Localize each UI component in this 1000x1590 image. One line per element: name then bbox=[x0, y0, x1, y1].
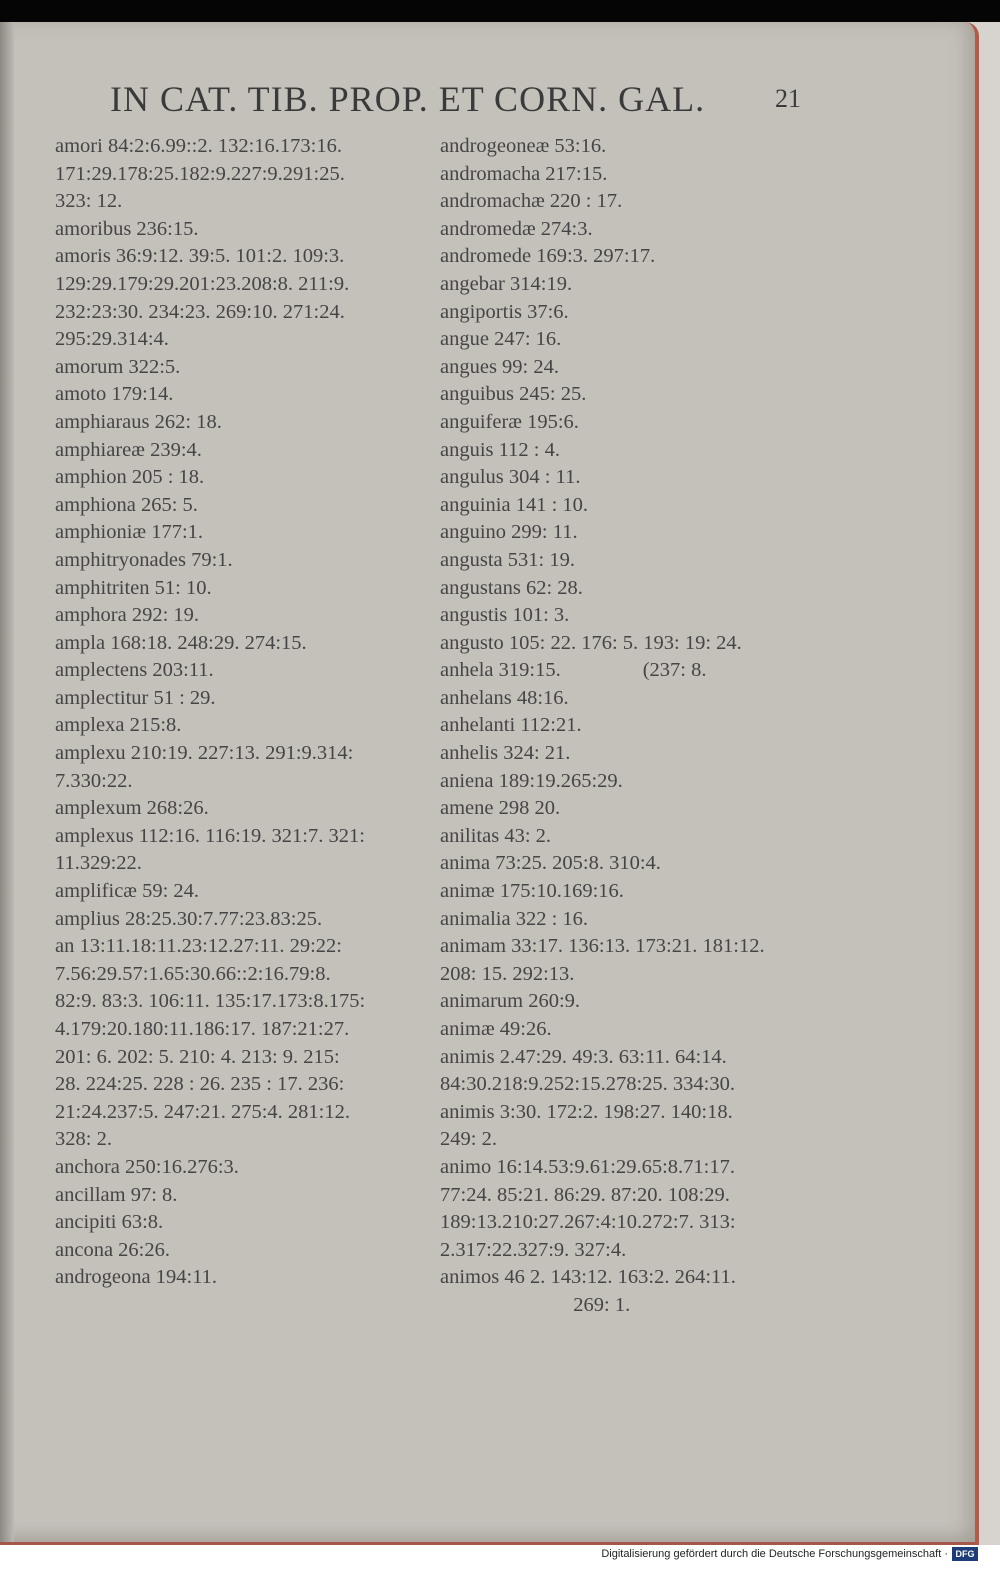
index-entry: angebar 314:19. bbox=[440, 272, 573, 295]
index-entry: 269: 1. bbox=[440, 1293, 631, 1316]
index-entry: anhelis 324: 21. bbox=[440, 742, 571, 765]
index-entry: androgeona 194:11. bbox=[55, 1266, 218, 1289]
index-entry: amplexa 215:8. bbox=[55, 714, 182, 737]
index-entry: an 13:11.18:11.23:12.27:11. 29:22: bbox=[55, 935, 342, 958]
index-entry: amphitriten 51: 10. bbox=[55, 576, 212, 599]
index-entry: amphion 205 : 18. bbox=[55, 466, 205, 489]
index-entry: amplius 28:25.30:7.77:23.83:25. bbox=[55, 907, 323, 930]
index-entry: amoto 179:14. bbox=[55, 383, 174, 406]
index-entry: animæ 175:10.169:16. bbox=[440, 880, 624, 903]
index-entry: angue 247: 16. bbox=[440, 328, 562, 351]
index-entry: 4.179:20.180:11.186:17. 187:21:27. bbox=[55, 1018, 350, 1040]
index-entry: andromacha 217:15. bbox=[440, 162, 608, 185]
index-entry: 208: 15. 292:13. bbox=[440, 962, 575, 985]
index-entry: angustans 62: 28. bbox=[440, 576, 583, 599]
page-gutter bbox=[0, 22, 14, 1542]
index-entry: angiportis 37:6. bbox=[440, 300, 569, 323]
index-entry: 189:13.210:27.267:4:10.272:7. 313: bbox=[440, 1211, 736, 1234]
index-entry: anguibus 245: 25. bbox=[440, 383, 587, 406]
index-entry: angulus 304 : 11. bbox=[440, 466, 581, 489]
index-entry: 129:29.179:29.201:23.208:8. 211:9. bbox=[55, 272, 350, 295]
index-entry: anhelanti 112:21. bbox=[440, 714, 582, 737]
page-number: 21 bbox=[775, 84, 801, 113]
index-entry: 7.330:22. bbox=[55, 769, 133, 792]
index-entry: anhela 319:15. (237: 8. bbox=[440, 659, 707, 682]
index-column-left bbox=[55, 133, 455, 1292]
index-entry: andromedæ 274:3. bbox=[440, 217, 593, 240]
index-entry: 77:24. 85:21. 86:29. 87:20. 108:29. bbox=[440, 1183, 730, 1206]
index-entry: animis 3:30. 172:2. 198:27. 140:18. bbox=[440, 1100, 733, 1123]
index-entry: amplectitur 51 : 29. bbox=[55, 686, 216, 709]
index-entry: 84:30.218:9.252:15.278:25. 334:30. bbox=[440, 1073, 735, 1096]
index-entry: anhelans 48:16. bbox=[440, 686, 569, 709]
index-entry: amplexus 112:16. 116:19. 321:7. 321: bbox=[55, 824, 365, 847]
index-entry: anima 73:25. 205:8. 310:4. bbox=[440, 852, 661, 875]
index-entry: 82:9. 83:3. 106:11. 135:17.173:8.175: bbox=[55, 990, 366, 1013]
index-entry: amphioniæ 177:1. bbox=[55, 521, 204, 544]
index-entry: anchora 250:16.276:3. bbox=[55, 1155, 239, 1178]
index-entry: 2.317:22.327:9. 327:4. bbox=[440, 1238, 627, 1261]
index-entry: 21:24.237:5. 247:21. 275:4. 281:12. bbox=[55, 1100, 350, 1123]
index-entry: 249: 2. bbox=[440, 1128, 497, 1151]
index-entry: amplexum 268:26. bbox=[55, 797, 209, 820]
index-entry: 323: 12. bbox=[55, 190, 123, 213]
index-entry: angues 99: 24. bbox=[440, 355, 559, 378]
index-entry: 295:29.314:4. bbox=[55, 328, 169, 351]
index-entry: ampla 168:18. 248:29. 274:15. bbox=[55, 631, 307, 654]
dfg-logo: DFG bbox=[952, 1547, 978, 1561]
index-entry: amene 298 20. bbox=[440, 797, 561, 820]
index-entry: amphora 292: 19. bbox=[55, 604, 200, 627]
index-entry: amphiareæ 239:4. bbox=[55, 438, 202, 461]
index-entry: anguino 299: 11. bbox=[440, 521, 578, 544]
index-entry: 232:23:30. 234:23. 269:10. 271:24. bbox=[55, 300, 345, 323]
index-entry: ancillam 97: 8. bbox=[55, 1183, 178, 1206]
index-entry: anguiferæ 195:6. bbox=[440, 410, 579, 433]
index-entry: ancipiti 63:8. bbox=[55, 1211, 164, 1234]
index-entry: anguis 112 : 4. bbox=[440, 438, 560, 461]
index-entry: amphitryonades 79:1. bbox=[55, 548, 233, 571]
top-frame-bar bbox=[0, 0, 1000, 22]
index-entry: animo 16:14.53:9.61:29.65:8.71:17. bbox=[440, 1155, 735, 1178]
index-entry: ancona 26:26. bbox=[55, 1238, 170, 1261]
index-entry: amphiona 265: 5. bbox=[55, 493, 198, 516]
index-entry: 328: 2. bbox=[55, 1128, 112, 1151]
index-entry: anilitas 43: 2. bbox=[440, 824, 552, 847]
index-entry: amoribus 236:15. bbox=[55, 217, 199, 240]
index-entry: anguinia 141 : 10. bbox=[440, 493, 589, 516]
index-entry: animis 2.47:29. 49:3. 63:11. 64:14. bbox=[440, 1045, 727, 1068]
index-entry: animalia 322 : 16. bbox=[440, 907, 589, 930]
index-entry: animæ 49:26. bbox=[440, 1018, 552, 1040]
index-entry: androgeoneæ 53:16. bbox=[440, 135, 607, 157]
index-entry: andromede 169:3. 297:17. bbox=[440, 245, 656, 268]
index-entry: amorum 322:5. bbox=[55, 355, 181, 378]
index-entry: 7.56:29.57:1.65:30.66::2:16.79:8. bbox=[55, 962, 331, 985]
index-entry: animarum 260:9. bbox=[440, 990, 581, 1013]
index-entry: animam 33:17. 136:13. 173:21. 181:12. bbox=[440, 935, 765, 958]
index-column-right bbox=[440, 133, 840, 1320]
index-entry: amplectens 203:11. bbox=[55, 659, 214, 682]
footer-credit: Digitalisierung gefördert durch die Deutsche Forschungsgemeinschaft · bbox=[601, 1548, 948, 1560]
index-entry: 171:29.178:25.182:9.227:9.291:25. bbox=[55, 162, 345, 185]
index-entry: amori 84:2:6.99::2. 132:16.173:16. bbox=[55, 135, 342, 157]
index-entry: 201: 6. 202: 5. 210: 4. 213: 9. 215: bbox=[55, 1045, 340, 1068]
index-entry: angustis 101: 3. bbox=[440, 604, 570, 627]
running-header: IN CAT. TIB. PROP. ET CORN. GAL. bbox=[110, 79, 706, 119]
index-entry: amplexu 210:19. 227:13. 291:9.314: bbox=[55, 742, 354, 765]
index-entry: amplificæ 59: 24. bbox=[55, 880, 200, 903]
index-entry: 28. 224:25. 228 : 26. 235 : 17. 236: bbox=[55, 1073, 345, 1096]
index-entry: aniena 189:19.265:29. bbox=[440, 769, 623, 792]
index-entry: angusto 105: 22. 176: 5. 193: 19: 24. bbox=[440, 631, 742, 654]
index-entry: andromachæ 220 : 17. bbox=[440, 190, 623, 213]
index-entry: animos 46 2. 143:12. 163:2. 264:11. bbox=[440, 1266, 736, 1289]
index-entry: 11.329:22. bbox=[55, 852, 142, 875]
index-entry: amphiaraus 262: 18. bbox=[55, 410, 222, 433]
index-entry: amoris 36:9:12. 39:5. 101:2. 109:3. bbox=[55, 245, 345, 268]
index-entry: angusta 531: 19. bbox=[440, 548, 575, 571]
